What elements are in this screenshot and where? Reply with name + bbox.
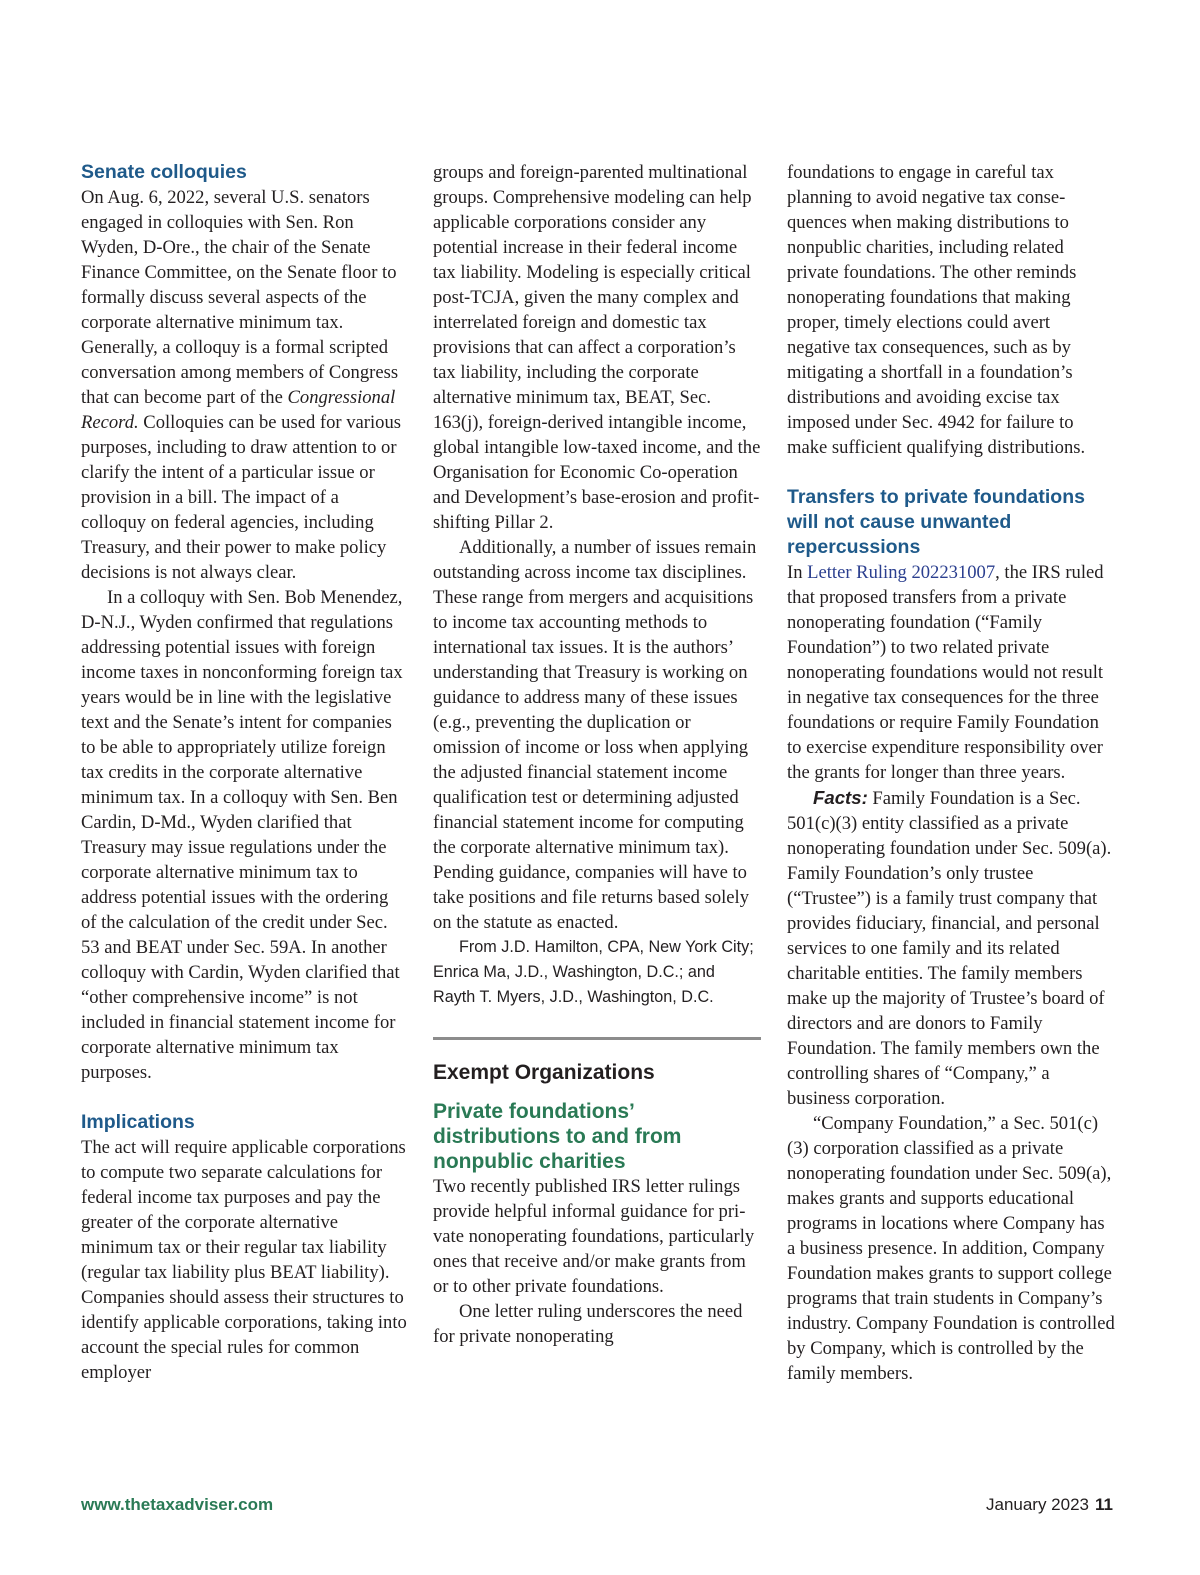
paragraph-text: Colloquies can be used for various purposes, including to draw attention to or clarify the intent of a particular issue or provision in a bill. The impact of a colloquy on federal agencies, including Treasury, and their power to make policy decisions is not always clear.: [81, 412, 401, 583]
column-1: [81, 160, 408, 1385]
paragraph-text: In: [787, 562, 808, 583]
facts-label: Facts:: [813, 787, 868, 808]
paragraph: foundations to engage in careful tax planning to avoid negative tax consequences when making distributions to nonpublic charities, including related private foundations. The other reminds nonoperating foundations that making proper, timely elections could avert negative tax consequences, such as by mitigating a shortfall in a foundation’s distributions and avoiding excise tax imposed under Sec. 4942 for failure to make sufficient qualifying distributions.: [787, 162, 1086, 458]
author-credit: From J.D. Hamilton, CPA, New York City; Enrica Ma, J.D., Washington, D.C.; and Rayth T. Myers, J.D., Washington, D.C.: [433, 938, 754, 1006]
paragraph: “Company Foundation,” a Sec. 501(c)(3) corporation classified as a private nonoperating foundation under Sec. 509(a), makes grants and supports educational programs in locations where Company has a business presence. In addition, Company Foundation makes grants to support college programs that train students in Company’s industry. Company Foundation is controlled by Company, which is controlled by the family members.: [787, 1113, 1115, 1384]
paragraph: One letter ruling underscores the need for private nonoperating: [433, 1301, 743, 1347]
footer-url[interactable]: www.thetaxadviser.com: [81, 1495, 274, 1514]
italic-title: Congressional Record.: [81, 387, 396, 433]
paragraph-text: Family Foundation is a Sec. 501(c)(3) entity classified as a private nonoperating foundation under Sec. 509(a). Family Foundation’s only trustee (“Trustee”) is a family trust company that provides fiduciary, financial, and personal services to one family and its related charitable entities. The family members make up the majority of Trustee’s board of directors and are donors to Family Foundation. The family members own the controlling shares of “Company,” a business corporation.: [787, 788, 1112, 1109]
page-number: 11: [1095, 1495, 1113, 1514]
paragraph-text: , the IRS ruled that proposed transfers from a private nonoperating foundation (“Family Foundation”) to two related private nonoperating foundations would not result in negative tax consequences for the three foundations or require Family Foundation to exercise expenditure responsibility over the grants for longer than three years.: [787, 562, 1104, 783]
paragraph: Two recently published IRS letter rulings provide helpful informal guidance for private nonoperating foundations, particularly ones that receive and/or make grants from or to other private foundations.: [433, 1176, 755, 1297]
letter-ruling-link[interactable]: Letter Ruling 202231007: [807, 562, 996, 583]
heading-transfers: Transfers to private foundations will not cause unwanted repercussions: [787, 486, 1085, 558]
heading-senate-colloquies: Senate colloquies: [81, 161, 247, 183]
footer-date-page: [986, 1492, 1113, 1517]
paragraph: In a colloquy with Sen. Bob Menendez, D-N.J., Wyden confirmed that regulations addressing potential issues with foreign income taxes in nonconforming foreign tax years would be in line with the legislative text and the Senate’s intent for companies to be able to appropriately utilize foreign tax credits in the corporate alternative minimum tax. In a colloquy with Sen. Ben Cardin, D-Md., Wyden clarified that Treasury may issue regulations under the corporate alternative minimum tax to address potential issues with the ordering of the calculation of the credit under Sec. 53 and BEAT under Sec. 59A. In another colloquy with Cardin, Wyden clarified that “other comprehensive income” is not included in financial statement income for corporate alternative minimum tax purposes.: [81, 587, 403, 1083]
paragraph: The act will require applicable corporations to compute two separate calculations for federal income tax purposes and pay the greater of the corporate alternative minimum tax or their regular tax liability (regular tax liability plus BEAT liability). Companies should assess their structures to identify applicable corporations, taking into account the special rules for common employer: [81, 1137, 407, 1383]
paragraph: Additionally, a number of issues remain outstanding across income tax disciplines. These range from mergers and acquisitions to income tax accounting methods to international tax issues. It is the authors’ understanding that Treasury is working on guidance to address many of these issues (e.g., preventing the duplication or omission of income or loss when applying the adjusted financial statement income qualification test or determining adjusted financial statement income for computing the corporate alternative minimum tax). Pending guidance, companies will have to take positions and file returns based solely on the statute as enacted.: [433, 537, 757, 933]
paragraph: [787, 560, 1117, 785]
paragraph: [787, 785, 1117, 1111]
footer-date: January 2023: [985, 1495, 1090, 1514]
column-2: [433, 160, 761, 1349]
paragraph: groups and foreign-parented multinational groups. Comprehensive modeling can help applicable corporations consider any potential increase in their federal income tax liability. Modeling is especially critical post-TCJA, given the many complex and interrelated foreign and domestic tax provisions that can affect a corporation’s tax liability, including the corporate alternative minimum tax, BEAT, Sec. 163(j), foreign-derived intangible income, global intangible low-taxed income, and the Organisation for Economic Co-operation and Development’s base-erosion and profit-shifting Pillar 2.: [433, 162, 761, 533]
column-3: [787, 160, 1117, 1386]
paragraph-text: On Aug. 6, 2022, several U.S. senators engaged in colloquies with Sen. Ron Wyden, D-Ore., the chair of the Senate Finance Committee, on the Senate floor to formally discuss several aspects of the corporate alternative minimum tax. Generally, a colloquy is a formal scripted conversation among members of Congress that can become part of the: [81, 187, 399, 408]
section-heading: Exempt Organizations: [433, 1061, 655, 1084]
article-heading: Private foundations’ distributions to and from nonpublic charities: [433, 1100, 682, 1173]
paragraph: [81, 185, 408, 585]
heading-implications: Implications: [81, 1111, 195, 1133]
